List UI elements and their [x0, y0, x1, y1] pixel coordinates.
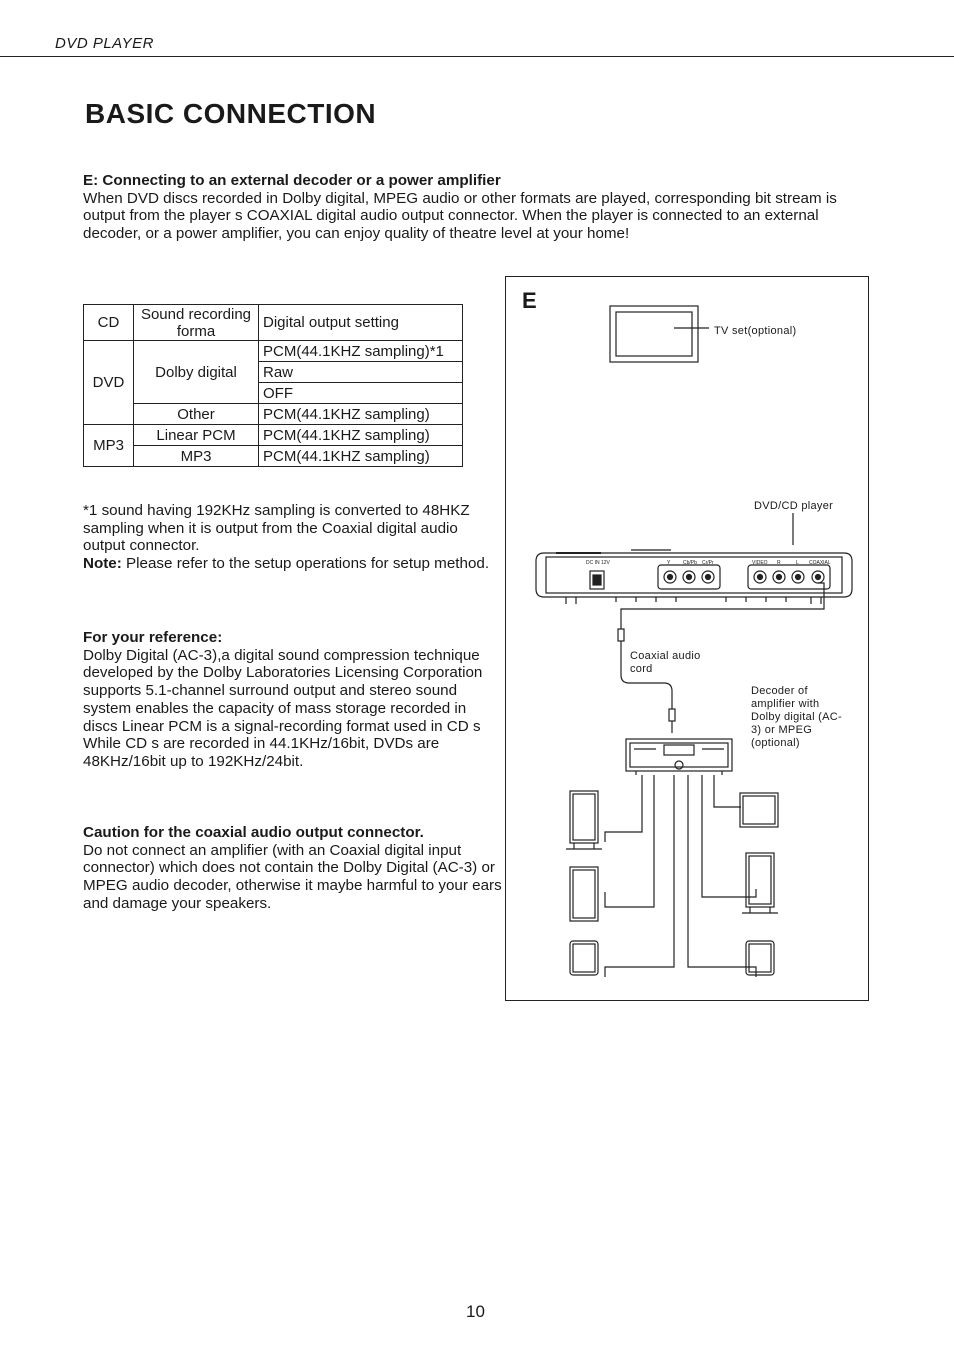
digital-output-table — [83, 304, 463, 467]
jack-label-coaxial: COAXIAL — [809, 560, 831, 566]
intro-section — [83, 172, 873, 242]
diagram-label: E — [522, 288, 537, 313]
table-header-output: Digital output setting — [259, 305, 463, 341]
page-title: BASIC CONNECTION — [85, 98, 377, 129]
table-cell-other-output: PCM(44.1KHZ sampling) — [259, 404, 463, 425]
header-rule — [0, 56, 954, 57]
caution-section — [83, 824, 503, 913]
intro-subtitle: E: Connecting to an external decoder or a power amplifier — [83, 172, 501, 189]
diagram-drawing — [506, 277, 868, 1000]
speakers-drawing — [566, 791, 778, 975]
tv-label: TV set(optional) — [714, 325, 797, 337]
player-label: DVD/CD player — [754, 500, 834, 512]
caution-heading: Caution for the coaxial audio output connector. — [83, 824, 424, 841]
connection-diagram — [505, 276, 869, 1001]
jack-label-dc: DC IN 12V — [586, 560, 610, 566]
jack-label-r: R — [777, 560, 781, 566]
page-number: 10 — [466, 1302, 485, 1321]
note-label: Note: — [83, 555, 122, 573]
table-cell-mp3: MP3 — [84, 425, 134, 467]
table-cell-mp3-format: MP3 — [134, 446, 259, 467]
jack-label-cr: Cr/Pr — [702, 560, 714, 566]
jack-label-l: L — [796, 560, 799, 566]
table-cell-dolby: Dolby digital — [134, 341, 259, 404]
cord-label: Coaxial audio cord — [630, 650, 701, 675]
running-header: DVD PLAYER — [55, 35, 154, 52]
caution-text: Do not connect an amplifier (with an Coaxial digital input connector) which does not contain the Dolby Digital (AC-3) or MPEG audio decoder, otherwise it maybe harmful to your ears and damage your speakers. — [83, 841, 502, 912]
reference-text: Dolby Digital (AC-3),a digital sound compression technique developed by the Dolby Laboratories Licensing Corporation supports 5.1-channel surround output and stereo sound system enables the capacity of mass storage recorded in discs Linear PCM is a signal-recording format used in CD s While CD s are recorded in 44.1KHz/16bit, DVDs are 48KHz/16bit up to 192KHz/24bit. — [83, 646, 483, 770]
decoder-label: Decoder of amplifier with Dolby digital (AC-3) or MPEG (optional) — [751, 685, 842, 749]
jack-label-video: VIDEO — [752, 560, 768, 566]
intro-text: When DVD discs recorded in Dolby digital, MPEG audio or other formats are played, corresponding bit stream is output from the player s COAXIAL digital audio output connector. When the player is connected to an external decoder, or a power amplifier, you can enjoy quality of theatre level at your home! — [83, 189, 837, 242]
table-header-format: Sound recording forma — [134, 305, 259, 341]
table-cell-other: Other — [134, 404, 259, 425]
reference-section — [83, 629, 503, 771]
table-cell-dvd: DVD — [84, 341, 134, 425]
reference-heading: For your reference: — [83, 629, 223, 646]
table-cell-linear: Linear PCM — [134, 425, 259, 446]
table-header-cd: CD — [84, 305, 134, 341]
note-text: Please refer to the setup operations for setup method. — [121, 555, 490, 573]
dvd-player-drawing — [536, 513, 852, 604]
table-cell-dolby-raw: Raw — [259, 362, 463, 383]
jack-label-cb: Cb/Pb — [683, 560, 697, 566]
footnote-section — [83, 502, 503, 573]
jack-label-y: Y — [667, 560, 671, 566]
tv-set-drawing — [610, 306, 709, 362]
table-cell-dolby-pcm: PCM(44.1KHZ sampling)*1 — [259, 341, 463, 362]
footnote-text: *1 sound having 192KHz sampling is converted to 48HKZ sampling when it is output from the Coaxial digital audio output connector. — [83, 502, 470, 555]
amplifier-drawing — [626, 739, 732, 775]
table-cell-dolby-off: OFF — [259, 383, 463, 404]
speaker-wires — [605, 775, 756, 977]
table-cell-linear-output: PCM(44.1KHZ sampling) — [259, 425, 463, 446]
table-cell-mp3-output: PCM(44.1KHZ sampling) — [259, 446, 463, 467]
